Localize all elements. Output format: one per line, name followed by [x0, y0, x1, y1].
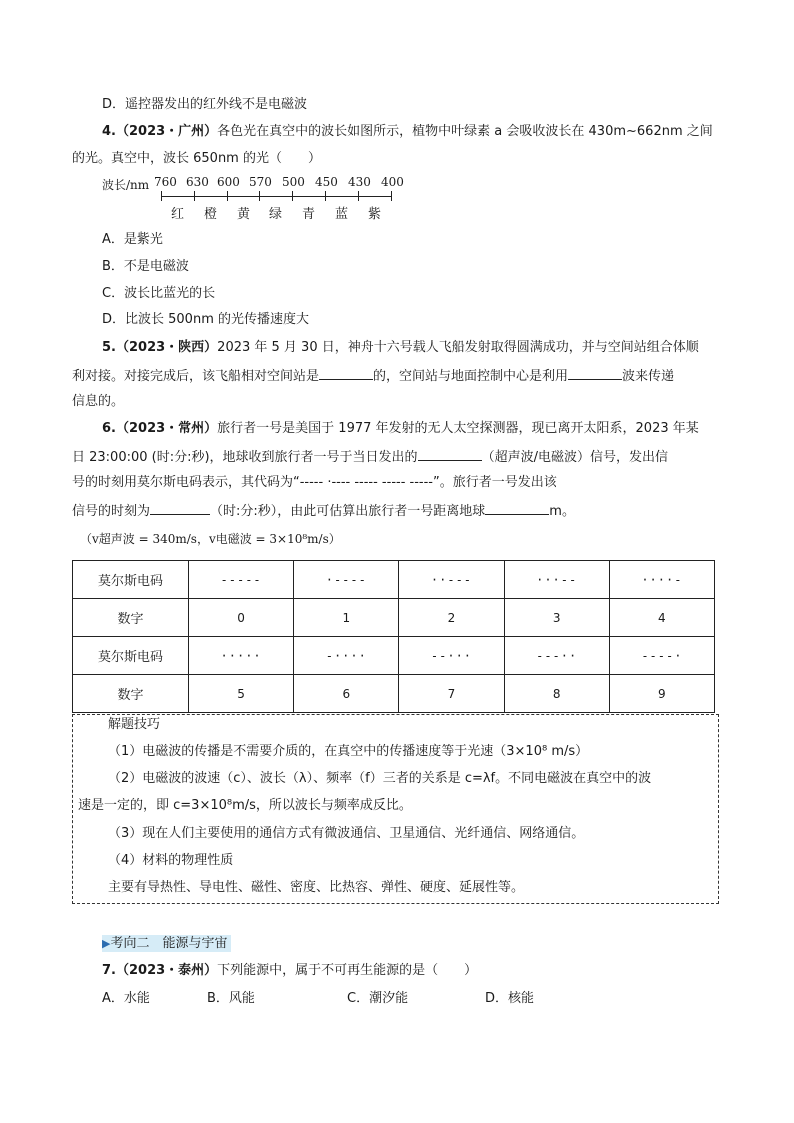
q4-option-a: A．是紫光: [102, 232, 163, 247]
wavelength-tick: [227, 191, 228, 201]
triangle-right-icon: ▶: [102, 937, 111, 950]
q7-stem: [102, 962, 477, 980]
q3-option-d: D．遥控器发出的红外线不是电磁波: [102, 97, 308, 112]
q4-stem-line2: 的光。真空中，波长 650nm 的光（ ）: [72, 151, 321, 166]
wavelength-tick: [161, 191, 162, 201]
q5-stem-line2: [72, 366, 674, 386]
wavelength-value: 430: [348, 175, 371, 189]
q5-text2a: 利对接。对接完成后，该飞船相对空间站是: [72, 369, 320, 384]
q6-text4a: 信号的时刻为: [72, 504, 151, 519]
table-row: [73, 599, 715, 637]
wavelength-tick: [358, 191, 359, 201]
q6-text1: 旅行者一号是美国于 1977 年发射的无人太空探测器，现已离开太阳系，2023 年某: [217, 421, 699, 436]
color-blue: 蓝: [335, 207, 349, 222]
wavelength-axis-label: 波长/nm: [102, 178, 150, 192]
q5-text2b: 的，空间站与地面控制中心是利用: [373, 369, 569, 384]
q6-stem-line1: [102, 420, 699, 438]
morse-cell: ··---: [399, 561, 504, 599]
tips-point-2b: 速是一定的，即 c=3×10⁸m/s，所以波长与频率成反比。: [78, 798, 412, 813]
q7-option-d: D．核能: [485, 991, 535, 1006]
digit-cell: 8: [504, 675, 609, 713]
digit-cell: 2: [399, 599, 504, 637]
q4-option-d: D．比波长 500nm 的光传播速度大: [102, 312, 309, 327]
q5-blank-2[interactable]: [568, 366, 622, 380]
q7-text: 下列能源中，属于不可再生能源的是（ ）: [217, 963, 478, 978]
morse-cell: ----·: [609, 637, 714, 675]
morse-cell: ·----: [294, 561, 399, 599]
digit-cell: 9: [609, 675, 714, 713]
color-green: 绿: [269, 207, 283, 222]
table-header-digit: 数字: [73, 599, 189, 637]
digit-cell: 6: [294, 675, 399, 713]
morse-cell: -····: [294, 637, 399, 675]
q6-text4b: （时:分:秒），由此可估算出旅行者一号距离地球: [210, 504, 486, 519]
q6-speed-note: （v超声波 = 340m/s，v电磁波 = 3×10⁸m/s）: [80, 532, 341, 546]
q6-stem-line3: 号的时刻用莫尔斯电码表示，其代码为“----- ·---- ----- ----- -----”。旅行者一号发出该: [72, 475, 557, 490]
tips-title: 解题技巧: [108, 717, 161, 732]
wavelength-value: 600: [217, 175, 240, 189]
morse-cell: ···--: [504, 561, 609, 599]
morse-cell: ····-: [609, 561, 714, 599]
wavelength-tick: [292, 191, 293, 201]
table-row: [73, 675, 715, 713]
wavelength-value: 500: [282, 175, 305, 189]
digit-cell: 4: [609, 599, 714, 637]
morse-cell: ·····: [189, 637, 294, 675]
section-label: 考向二 能源与宇宙: [110, 936, 228, 951]
tips-point-5: 主要有导热性、导电性、磁性、密度、比热容、弹性、硬度、延展性等。: [108, 880, 525, 895]
q5-text1: 2023 年 5 月 30 日，神舟十六号载人飞船发射取得圆满成功，并与空间站组合体顺: [217, 340, 699, 355]
table-row: [73, 637, 715, 675]
tips-point-2a: （2）电磁波的波速（c）、波长（λ）、频率（f）三者的关系是 c=λf。不同电磁波在真空中的波: [108, 771, 652, 786]
q6-stem-line4: [72, 501, 575, 521]
table-header-digit: 数字: [73, 675, 189, 713]
q6-text4c: m。: [549, 504, 575, 519]
q4-option-b: B．不是电磁波: [102, 259, 189, 274]
wavelength-value: 450: [315, 175, 338, 189]
wavelength-tick: [325, 191, 326, 201]
section-header: [102, 935, 231, 952]
color-red: 红: [171, 207, 185, 222]
morse-cell: --···: [399, 637, 504, 675]
q6-text2a: 日 23:00:00 (时:分:秒)，地球收到旅行者一号于当日发出的: [72, 450, 418, 465]
q4-option-c: C．波长比蓝光的长: [102, 286, 216, 301]
q6-number: 6.（2023・常州）: [102, 421, 218, 436]
q6-blank-3[interactable]: [485, 501, 549, 515]
digit-cell: 0: [189, 599, 294, 637]
q5-blank-1[interactable]: [319, 366, 373, 380]
wavelength-value: 630: [186, 175, 209, 189]
q7-number: 7.（2023・泰州）: [102, 963, 218, 978]
q4-number: 4.（2023・广州）: [102, 124, 218, 139]
color-violet: 紫: [368, 207, 382, 222]
wavelength-axis-line: [161, 196, 391, 197]
color-yellow: 黄: [237, 207, 251, 222]
tips-point-1: （1）电磁波的传播是不需要介质的，在真空中的传播速度等于光速（3×10⁸ m/s）: [108, 744, 589, 759]
tips-point-3: （3）现在人们主要使用的通信方式有微波通信、卫星通信、光纤通信、网络通信。: [108, 826, 585, 841]
color-cyan: 青: [302, 207, 316, 222]
q6-stem-line2: [72, 447, 668, 467]
color-orange: 橙: [204, 207, 218, 222]
q5-stem-line3: 信息的。: [72, 394, 125, 409]
table-row: [73, 561, 715, 599]
q6-blank-1[interactable]: [418, 447, 482, 461]
wavelength-tick: [259, 191, 260, 201]
q7-option-a: A．水能: [102, 991, 150, 1006]
digit-cell: 1: [294, 599, 399, 637]
q7-option-b: B．风能: [207, 991, 255, 1006]
q4-text1: 各色光在真空中的波长如图所示，植物中叶绿素 a 会吸收波长在 430m~662nm 之间: [217, 124, 713, 139]
q5-number: 5.（2023・陕西）: [102, 340, 218, 355]
wavelength-tick: [391, 191, 392, 201]
table-header-code: 莫尔斯电码: [73, 637, 189, 675]
morse-code-table: [72, 560, 715, 713]
q7-option-c: C．潮汐能: [347, 991, 409, 1006]
digit-cell: 5: [189, 675, 294, 713]
digit-cell: 3: [504, 599, 609, 637]
q6-text2b: （超声波/电磁波）信号，发出信: [481, 450, 668, 465]
wavelength-value: 400: [381, 175, 404, 189]
wavelength-value: 760: [154, 175, 177, 189]
wavelength-tick: [194, 191, 195, 201]
morse-cell: -----: [189, 561, 294, 599]
digit-cell: 7: [399, 675, 504, 713]
q4-stem-line1: [102, 123, 713, 141]
table-header-code: 莫尔斯电码: [73, 561, 189, 599]
wavelength-value: 570: [249, 175, 272, 189]
q6-blank-2[interactable]: [150, 501, 210, 515]
q5-text2c: 波来传递: [622, 369, 675, 384]
tips-point-4: （4）材料的物理性质: [108, 853, 234, 868]
morse-cell: ---··: [504, 637, 609, 675]
q5-stem-line1: [102, 339, 699, 357]
